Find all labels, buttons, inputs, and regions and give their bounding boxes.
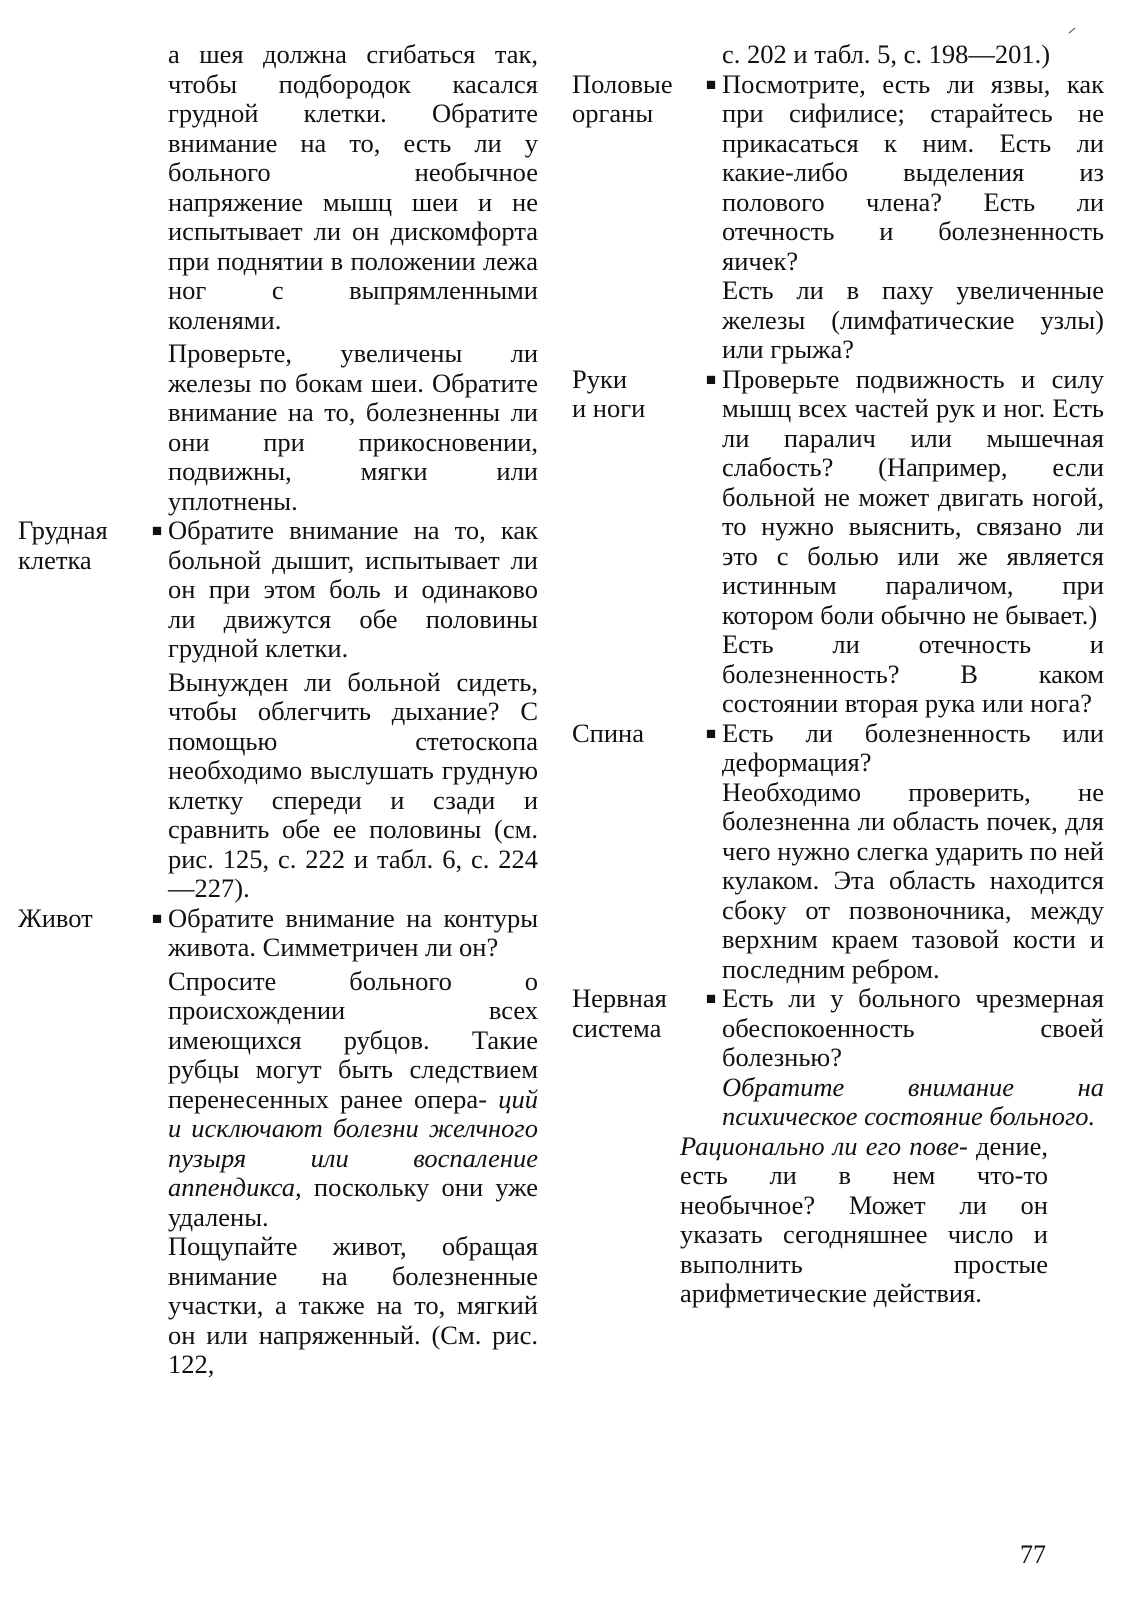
section-label-nerves	[572, 984, 700, 1043]
section-label-chest	[18, 516, 146, 575]
abdomen-paragraph-3: Пощупайте живот, обращая внимание на болезненные участки, а также на то, мягкий он или напряженный. (См. рис. 122,	[168, 1231, 538, 1379]
limbs-label-line-1: Руки	[572, 363, 628, 394]
genitals-paragraph-2: Есть ли в паху увеличенные железы (лимфатические узлы) или грыжа?	[722, 275, 1104, 364]
genitals-label-line-1: Половые	[572, 68, 673, 99]
neck-continuation	[168, 40, 538, 516]
abdomen-p2-tail: поскольку они уже удалены.	[168, 1172, 539, 1232]
chest-paragraph-2: Вынужден ли больной сидеть, чтобы облегчить дыхание? С помощью стетоскопа необходимо выслушать грудную клетку спереди и сзади и сравнить обе ее половины (см. рис. 125, с. 222 и табл. 6, с. 224—227).	[168, 666, 538, 903]
nerves-p3-text: дение, есть ли в нем что-то необычное? Может ли он указать сегодняшнее число и выполнить простые арифметические действия.	[680, 1130, 1048, 1308]
section-abdomen	[18, 904, 538, 1380]
bullet-icon: ■	[705, 723, 717, 743]
limbs-paragraph-2: Есть ли отечность и болезненность? В каком состоянии вторая рука или нога?	[722, 629, 1104, 718]
nerves-paragraph-3	[680, 1132, 1048, 1309]
bullet-icon: ■	[705, 989, 717, 1008]
section-chest	[18, 516, 538, 904]
right-column	[572, 40, 1104, 1309]
section-label-back: Спина	[572, 717, 644, 748]
nerves-paragraph-2: Обратите внимание на психическое состояние больного.	[722, 1071, 1104, 1131]
neck-paragraph: а шея должна сгибаться так, чтобы подбородок касался грудной клетки. Обратите внимание на то, есть ли у больного необычное напряжение мышц шеи и не испытывает ли он дискомфорта при поднятии в положении лежа ног с выпрямленными коленями.	[168, 39, 538, 335]
section-label-genitals	[572, 70, 700, 129]
abdomen-p2-regular: Спросите больного о происхождении всех имеющихся рубцов. Такие рубцы могут быть следствием перенесенных ранее опера-	[168, 965, 538, 1114]
page-number: 77	[1020, 1540, 1046, 1569]
section-body-abdomen	[168, 904, 538, 1380]
bullet-icon: ■	[705, 74, 717, 94]
scan-mark	[1069, 28, 1076, 34]
section-nervous-system	[572, 984, 1104, 1132]
bullet-icon: ■	[151, 908, 163, 928]
back-paragraph-2: Необходимо проверить, не болезненна ли область почек, для чего нужно слегка ударить по ней кулаком. Эта область находится сбоку от позвоночника, между верхним краем тазовой кости и последним ребром.	[722, 776, 1104, 984]
section-body-nerves	[722, 984, 1104, 1132]
nerves-label-line-1: Нервная	[572, 983, 667, 1013]
section-genitals	[572, 70, 1104, 365]
limbs-label-line-2: и ноги	[572, 393, 646, 423]
section-back	[572, 719, 1104, 985]
nerves-closing	[680, 1132, 1048, 1309]
section-label-limbs	[572, 365, 700, 424]
chest-paragraph-1: Обратите внимание на то, как больной дышит, испытывает ли он при этом боль и одинаково ли движутся обе половины грудной клетки.	[168, 515, 538, 663]
bullet-icon: ■	[151, 521, 163, 540]
section-label-abdomen: Живот	[18, 902, 93, 933]
nerves-label-line-2: система	[572, 1012, 662, 1043]
left-column	[18, 40, 538, 1380]
limbs-paragraph-1: Проверьте подвижность и силу мышц всех частей рук и ног. Есть ли паралич или мышечная слабость? (Например, если больной не может двигать ногой, то нужно выяснить, связано ли это с болью или же является истинным параличом, при котором боли обычно не бывает.)	[722, 363, 1104, 630]
nerves-p3-lead: Рационально ли его пове-	[680, 1130, 968, 1161]
section-body-back	[722, 719, 1104, 985]
genitals-paragraph-1: Посмотрите, есть ли язвы, как при сифилисе; старайтесь не прикасаться к ним. Есть ли какие-либо выделения из полового члена? Есть ли отечность и болезненность яичек?	[722, 68, 1104, 276]
abdomen-paragraph-2	[168, 967, 538, 1233]
nerves-paragraph-1: Есть ли у больного чрезмерная обеспокоенность своей болезнью?	[722, 983, 1104, 1072]
back-paragraph-1: Есть ли болезненность или деформация?	[722, 717, 1104, 777]
section-body-limbs	[722, 365, 1104, 719]
abdomen-paragraph-1: Обратите внимание на контуры живота. Симметричен ли он?	[168, 902, 538, 962]
section-body-genitals	[722, 70, 1104, 365]
top-continuation	[572, 40, 1104, 70]
section-limbs	[572, 365, 1104, 719]
neck-glands-paragraph: Проверьте, увеличены ли железы по бокам шеи. Обратите внимание на то, болезненны ли они при прикосновении, подвижны, мягки или уплотнены.	[168, 338, 538, 516]
top-continuation-text: с. 202 и табл. 5, с. 198—201.)	[722, 39, 1051, 69]
abdomen-p2-italic: ций и исключают болезни желчного пузыря или воспаление аппендикса,	[168, 1083, 539, 1202]
bullet-icon: ■	[705, 369, 717, 389]
genitals-label-line-2: органы	[572, 98, 654, 128]
chest-label-text: Грудная клетка	[18, 515, 108, 575]
section-body-chest	[168, 516, 538, 904]
